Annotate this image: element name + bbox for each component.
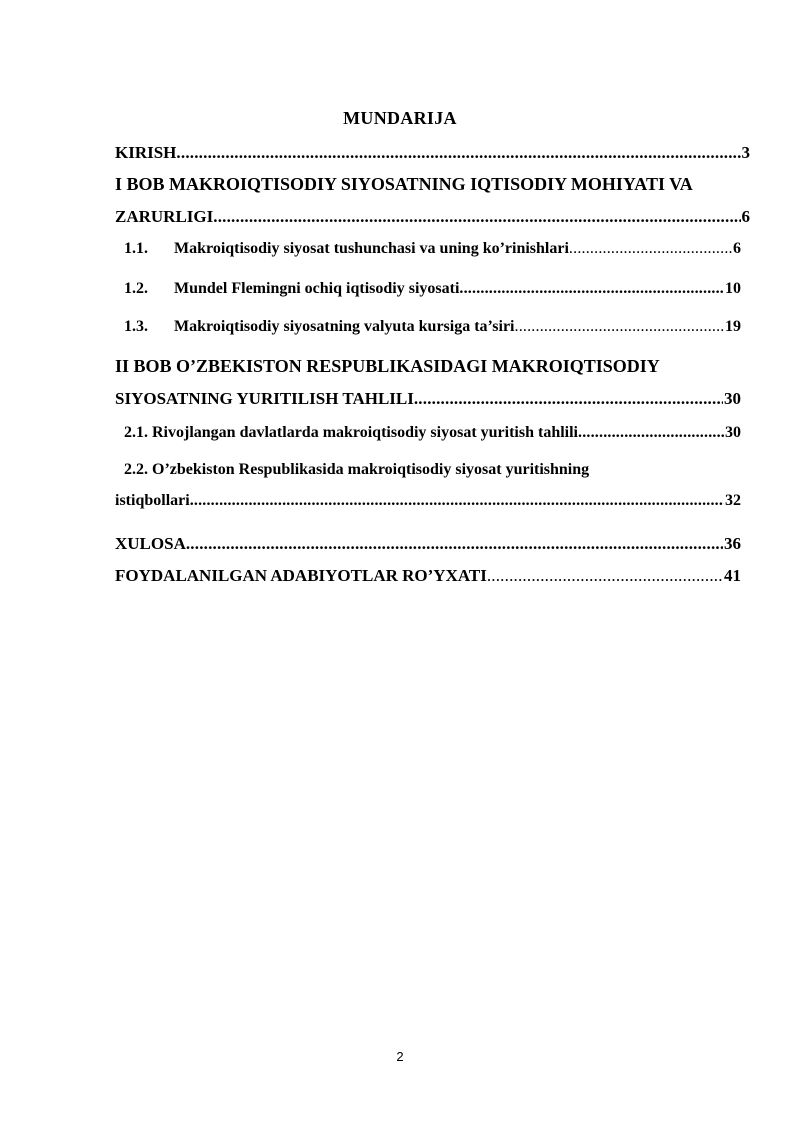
toc-leader-dots [190,492,724,510]
toc-entry-1-2 [124,280,741,298]
toc-page-number: 3 [741,143,750,162]
toc-entry-text: Mundel Flemingni ochiq iqtisodiy siyosati [174,280,460,297]
toc-entry-text: KIRISH [115,143,177,162]
toc-entry-text: Makroiqtisodiy siyosatning valyuta kursiga ta’siri [174,318,515,335]
toc-entry-kirish [115,143,750,163]
toc-entry-1-1 [124,240,741,258]
toc-entry-text: FOYDALANILGAN ADABIYOTLAR RO’YXATI [115,566,487,585]
toc-leader-dots [414,389,723,409]
toc-entry-2-2 [115,492,741,510]
toc-page-number: 36 [724,534,741,553]
toc-section-number: 1.1. [124,240,148,257]
toc-page-number: 30 [724,389,741,408]
toc-leader-dots [569,240,732,258]
toc-leader-dots [578,424,724,442]
toc-page-number: 41 [724,566,741,585]
toc-leader-dots [213,207,740,227]
toc-leader-dots [176,143,740,163]
toc-page-number: 6 [733,240,741,257]
toc-page-number: 30 [725,424,741,441]
toc-chapter-1-line-1: I BOB MAKROIQTISODIY SIYOSATNING IQTISODIY MOHIYATI VA [115,174,693,194]
toc-chapter-2-line-1: II BOB O’ZBEKISTON RESPUBLIKASIDAGI MAKROIQTISODIY [115,356,660,376]
toc-section-number: 1.2. [124,280,148,297]
toc-entry-1-3 [124,318,741,336]
page-number: 2 [396,1049,404,1064]
toc-leader-dots [459,280,724,298]
toc-entry-text: istiqbollari [115,492,190,509]
toc-entry-chapter-2 [115,389,741,409]
toc-leader-dots [487,566,723,586]
toc-page-number: 19 [725,318,741,335]
toc-page-number: 32 [725,492,741,509]
toc-entry-text: SIYOSATNING YURITILISH TAHLILI [115,389,414,408]
toc-leader-dots [515,318,725,336]
toc-leader-dots [186,534,723,554]
toc-page-number: 6 [741,207,750,226]
toc-entry-text: Makroiqtisodiy siyosat tushunchasi va uning ko’rinishlari [174,240,569,257]
toc-entry-adabiyotlar [115,566,741,586]
toc-entry-chapter-1 [115,207,750,227]
toc-entry-2-1 [124,424,741,442]
toc-entry-2-2-line-1: 2.2. O’zbekiston Respublikasida makroiqtisodiy siyosat yuritishning [124,461,590,478]
toc-entry-text: ZARURLIGI [115,207,214,226]
toc-page-number: 10 [725,280,741,297]
toc-entry-text: XULOSA [115,534,186,553]
toc-entry-xulosa [115,534,741,554]
page-title: MUNDARIJA [343,108,457,128]
toc-entry-text: 2.1. Rivojlangan davlatlarda makroiqtisodiy siyosat yuritish tahlili [124,424,578,441]
toc-section-number: 1.3. [124,318,148,335]
